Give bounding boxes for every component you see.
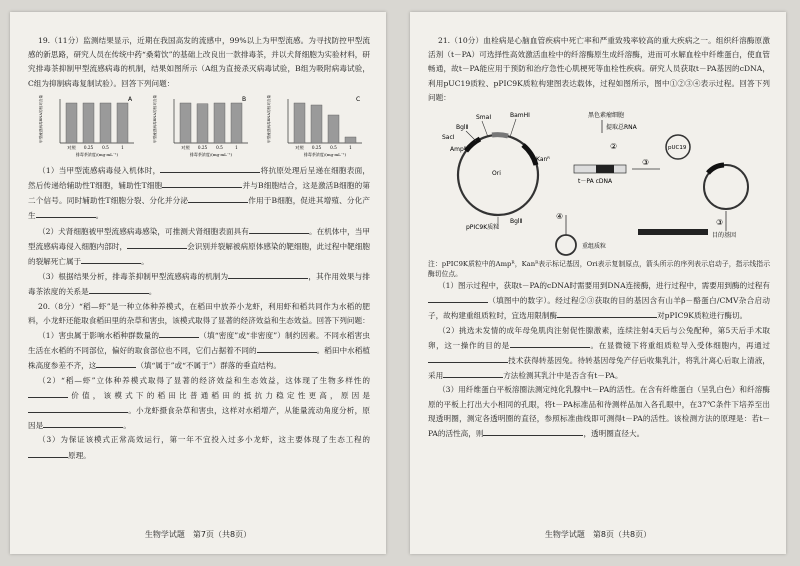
ori-segment	[492, 135, 508, 136]
answer-blank[interactable]	[127, 239, 187, 249]
tick-label: 0.5	[102, 144, 109, 150]
left-page-text	[28, 34, 370, 463]
bar	[180, 103, 191, 143]
tick-label: 对照	[67, 144, 76, 150]
target-gene-bar	[638, 229, 708, 235]
y-axis-label: 甲型流感病毒RNA的相对含量	[267, 94, 271, 143]
q21-note: 注：pPIC9K质粒中的Ampᴿ，Kanᴿ表示标记基因，Ori表示复制原点，箭头所示的序列表示启动子，指示线指示酶切位点。	[428, 260, 770, 279]
amp-marker-segment	[466, 139, 480, 151]
site-label: SacⅠ	[442, 134, 455, 142]
answer-blank[interactable]	[249, 224, 309, 234]
answer-blank[interactable]	[188, 193, 248, 203]
answer-blank[interactable]	[428, 293, 488, 303]
target-gene-label: 目的基因	[712, 232, 737, 240]
y-axis-label: 甲型流感病毒RNA的相对含量	[39, 94, 43, 143]
page-footer-left: 生物学试题 第7页（共8页）	[144, 530, 252, 539]
tick-label: 1	[235, 144, 238, 150]
q19-part1: （1）当甲型流感病毒侵入机体时， 将抗原处理后呈递在细胞表面，然后传递给辅助性T细胞，辅助性T细胞 并与B细胞结合，这是激活B细胞的第二个信号。同时辅助性T细胞分裂、分化并分泌 作用于B细胞，促进其增殖、分化产生 。	[28, 163, 370, 224]
bar	[294, 103, 305, 143]
site-label: SmaⅠ	[476, 114, 492, 122]
q19-part3: （3）根据结果分析，排毒茶抑制甲型流感病毒的机制为 ，其作用效果与排毒茶浓度的关系是 。	[28, 269, 370, 299]
kan-marker-segment	[523, 145, 536, 165]
tick-label: 1	[349, 144, 352, 150]
answer-blank[interactable]	[162, 178, 242, 188]
answer-blank[interactable]	[510, 338, 590, 348]
answer-blank[interactable]	[483, 426, 583, 436]
bar-chart-a	[36, 93, 144, 161]
cdna-core	[596, 165, 614, 173]
tick-label: 0.5	[216, 144, 223, 150]
answer-blank[interactable]	[228, 269, 308, 279]
puc19-label: pUC19	[668, 145, 687, 152]
site-label: BglⅡ	[456, 124, 469, 132]
q19-figure	[28, 93, 370, 161]
x-axis-label: 排毒茶浓度/(mg·mL⁻¹)	[189, 151, 233, 157]
chart-letter: B	[242, 95, 247, 103]
step-marker: ②	[610, 142, 618, 152]
answer-blank[interactable]	[43, 418, 123, 428]
vector-construction-diagram	[428, 107, 768, 257]
amp-label: Ampᴿ	[450, 146, 467, 154]
recombinant-label: 重组质粒	[582, 243, 607, 251]
bar	[197, 104, 208, 143]
bar	[83, 103, 94, 143]
tick-label: 0.5	[330, 144, 337, 150]
bar	[214, 103, 225, 143]
chart-letter: A	[128, 95, 133, 103]
bar	[66, 103, 77, 143]
tick-label: 0.25	[197, 144, 208, 150]
step-marker: ③	[716, 218, 724, 228]
rna-step-label: 提取总RNA	[606, 124, 637, 132]
step-marker: ③	[642, 158, 650, 168]
bar	[117, 103, 128, 143]
recombinant-plasmid-ring	[556, 235, 576, 255]
tick-label: 1	[121, 144, 124, 150]
q21-part1: （1）图示过程中，获取t－PA的cDNA时需要用到DNA连接酶，进行过程中，需要用到酶的过程有（填图中的数字）。经过程②③获取的目的基因含有山羊β－酪蛋白/CMV杂合启动子，故构建重组质粒时，宜选用限制酶 对pPIC9K质粒进行酶切。	[428, 281, 770, 321]
tick-label: 对照	[295, 144, 304, 150]
q21-part2: （2）挑选未发情的成年母兔肌肉注射促性腺激素，连续注射4天后与公兔配种，第5天后手术取卵，这一操作的目的是 。在显微镜下将重组质粒导入受体细胞内，再通过技术获得转基因兔。待转基因母兔产仔后收集乳汁，将乳汁离心后取上清液，采用 方法检测其乳汁中是否含有t－PA。	[428, 325, 770, 381]
source-cell-label: 黑色素瘤细胞	[588, 112, 625, 120]
right-page-text	[428, 34, 770, 441]
answer-blank[interactable]	[96, 358, 136, 368]
answer-blank[interactable]	[28, 388, 68, 398]
answer-blank[interactable]	[81, 254, 141, 264]
q20-stem: 20.（8分）“稻—虾”是一种立体种养模式，在稻田中放养小龙虾，利用虾和稻共同作为水稻的肥料，小龙虾还能取食稻田里的杂草和害虫，该模式取得了显著的经济效益和生态效益。回答下列问题：	[28, 301, 370, 325]
bar	[100, 103, 111, 143]
tick-label: 0.25	[311, 144, 322, 150]
tick-label: 0.25	[83, 144, 94, 150]
q20-part2: （2）“稻—虾”立体种养模式取得了显著的经济效益和生态效益，这体现了生物多样性的价值，该模式下的稻田比普通稻田的抵抗力稳定性更高，原因是。小龙虾摄食杂草和害虫，这样对水稻增产，从能量流动角度分析，原因是 。	[28, 375, 370, 431]
exam-page-right	[410, 12, 786, 554]
bar-chart-c	[264, 93, 372, 161]
q19-stem: 19.（11分）监测结果显示，近期在我国高发的流感中，99%以上为甲型流感。为寻找防控甲型流感的新思路，研究人员在传统中药“桑菊饮”的基础上改良出一款排毒茶，并以犬肾细胞为实验材料，研究排毒茶抑制甲型流感病毒的机制，结果如图所示（A组为直接杀灭病毒试验，B组为吸附病毒试验，C组为抑制病毒复制试验）。回答下列问题：	[28, 36, 370, 88]
bar	[345, 137, 356, 143]
bar	[311, 105, 322, 143]
q21-diagram	[428, 107, 770, 257]
exam-page-left	[10, 12, 386, 554]
answer-blank[interactable]	[28, 403, 128, 413]
answer-blank[interactable]	[28, 448, 68, 458]
bar	[231, 103, 242, 143]
plasmid-name: pPIC9K质粒	[466, 224, 500, 232]
x-axis-label: 排毒茶浓度/(mg·mL⁻¹)	[303, 151, 347, 157]
bar	[328, 115, 339, 143]
answer-blank[interactable]	[257, 343, 317, 353]
answer-blank[interactable]	[36, 208, 96, 218]
chart-letter: C	[356, 95, 361, 103]
answer-blank[interactable]	[557, 308, 657, 318]
q20-part3: （3）为保证该模式正常高效运行，第一年不宜投入过多小龙虾，这主要体现了生态工程的原理。	[28, 433, 370, 462]
answer-blank[interactable]	[428, 353, 508, 363]
site-label: BamHⅠ	[510, 112, 530, 120]
answer-blank[interactable]	[159, 328, 199, 338]
step-marker: ④	[556, 212, 564, 222]
site-label: BglⅡ	[510, 218, 523, 226]
cdna-label: t－PA cDNA	[578, 178, 613, 186]
q21-stem: 21.（10分）血栓病是心脑血管疾病中死亡率和严重致残率较高的重大疾病之一。组织纤溶酶原激活剂（t－PA）可选择性高效激活血栓中的纤溶酶原生成纤溶酶，进而可水解血栓中纤维蛋白，使血管畅通，故t－PA能应用于预防和治疗急性心肌梗死等血栓性疾病。研究人员获取t－PA基因的cDNA，利用pUC19质粒、pPIC9K质粒构建图表达载体，过程如图所示，图中①②③④表示过程。回答下列问题：	[428, 36, 770, 102]
answer-blank[interactable]	[160, 163, 260, 173]
answer-blank[interactable]	[89, 284, 149, 294]
ori-label: Ori	[492, 170, 501, 178]
q20-part1: （1）害虫属于影响水稻种群数量的 （填“密度”或“非密度”）制约因素。不同水稻害虫生活在水稻的不同部位，偏好的取食部位也不同，它们占据着不同的 。稻田中水稻植株高度参差不齐，这 （填“属于”或“不属于”）群落的垂直结构。	[28, 328, 370, 374]
q21-part3: （3）用纤维蛋白平板溶圈法测定纯化乳腺中t－PA的活性。在含有纤维蛋白（呈乳白色）和纤溶酶原的平板上打出大小相同的孔眼，将t－PA标准品和待测样品加入各孔眼中，在37℃条件下培养至出现透明圈，测定各透明圈的直径，参照标准曲线即可测得t－PA的活性。该检测方法的原理是：若t－PA的活性高，则 ，透明圈直径大。	[428, 385, 770, 439]
page-footer-right: 生物学试题 第8页（共8页）	[544, 530, 652, 539]
x-axis-label: 排毒茶浓度/(mg·mL⁻¹)	[75, 151, 119, 157]
y-axis-label: 甲型流感病毒RNA的相对含量	[153, 94, 157, 143]
tick-label: 对照	[181, 144, 190, 150]
answer-blank[interactable]	[443, 368, 503, 378]
kan-label: Kanᴿ	[536, 156, 550, 164]
bar-chart-b	[150, 93, 258, 161]
q19-part2: （2）犬肾细胞被甲型流感病毒感染，可推测犬肾细胞表面具有 。在机体中，当甲型流感病毒侵入细胞内部时， 会识别并裂解被病原体感染的靶细胞，此过程中靶细胞的裂解死亡属于 。	[28, 224, 370, 270]
